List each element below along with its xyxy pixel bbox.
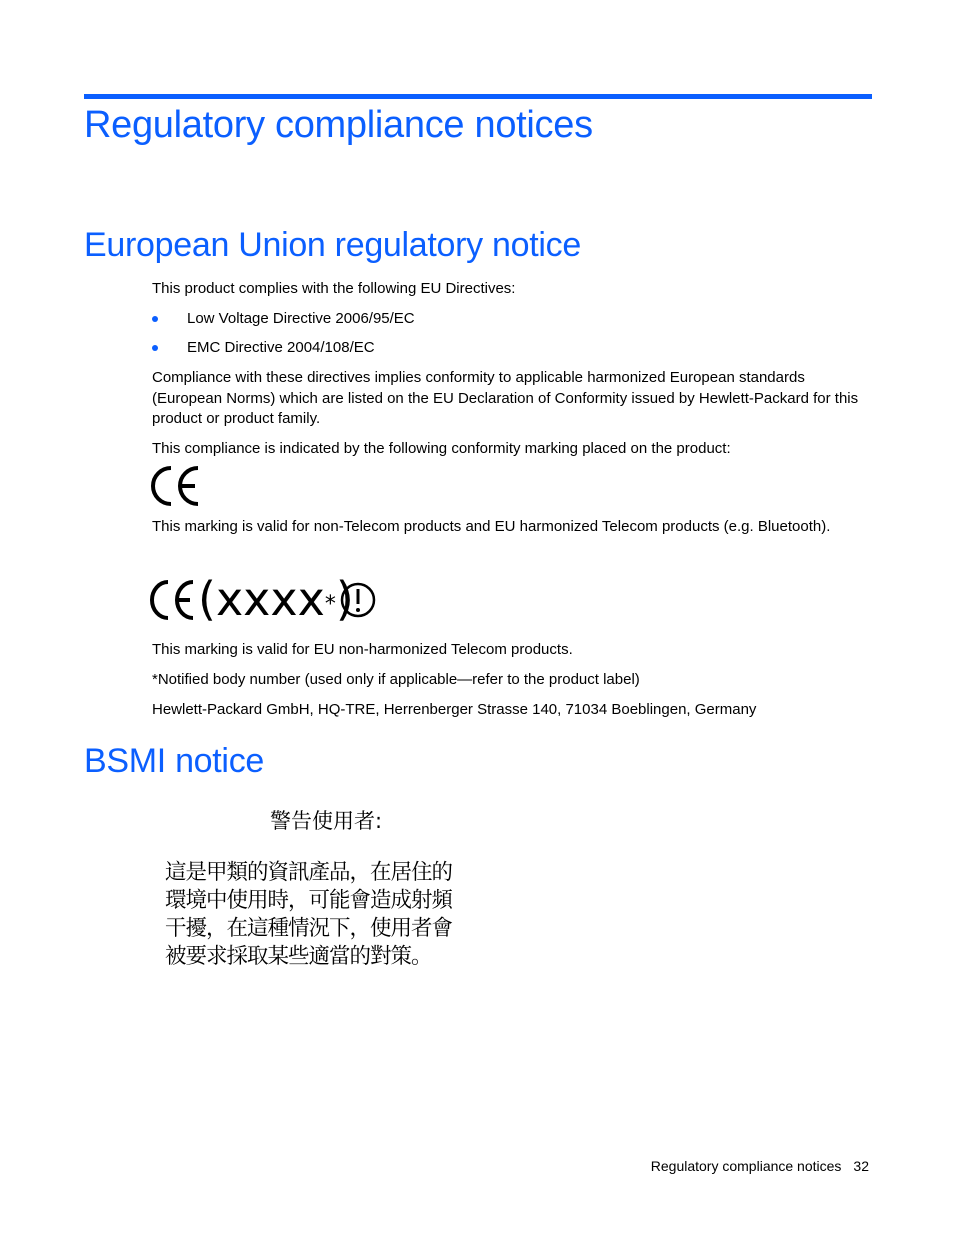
bsmi-notice-image [152,795,490,975]
bsmi-notice-line: 環境中使用時，可能會造成射頻 [165,888,453,913]
asterisk: * [324,592,336,617]
alert-class2-icon [340,582,376,618]
ce-notified-body-mark [198,571,354,633]
eu-section-heading: European Union regulatory notice [84,226,581,264]
notified-body-number: xxxx [215,572,325,626]
page-title: Regulatory compliance notices [84,104,593,146]
directive-label: Low Voltage Directive 2006/95/EC [187,310,415,327]
ce-xxxx-valid-text: This marking is valid for EU non-harmonized Telecom products. [152,641,573,658]
notified-body-note: *Notified body number (used only if applicable—refer to the product label) [152,671,640,688]
eu-intro-text: This product complies with the following EU Directives: [152,280,516,297]
bsmi-notice-line: 被要求採取某些適當的對策。 [165,944,432,969]
bullet-icon [152,345,158,351]
bsmi-notice-heading: 警告使用者: [270,809,383,833]
manufacturer-address: Hewlett-Packard GmbH, HQ-TRE, Herrenberger Strasse 140, 71034 Boeblingen, Germany [152,701,757,718]
bsmi-section-heading: BSMI notice [84,742,264,780]
ce-mark-icon [150,580,198,620]
bullet-icon [152,316,158,322]
page-footer [651,1158,869,1174]
header-rule [84,94,872,99]
bsmi-notice-line: 這是甲類的資訊產品，在居住的 [165,860,453,885]
close-paren: ) [335,572,354,626]
ce-mark-valid-text: This marking is valid for non-Telecom products and EU harmonized Telecom products (e.g. Bluetooth). [152,518,831,535]
ce-mark-icon [150,465,204,509]
directive-label: EMC Directive 2004/108/EC [187,339,375,356]
marking-intro-text: This compliance is indicated by the following conformity marking placed on the product: [152,440,731,457]
conformity-paragraph: Compliance with these directives implies conformity to applicable harmonized European standards (European Norms) which are listed on the EU Declaration of Conformity issued by Hewlett-Packard for this product or product family. [152,369,859,427]
page-number: 32 [853,1158,869,1174]
open-paren: ( [198,572,216,626]
footer-section-name: Regulatory compliance notices [650,1158,842,1174]
bsmi-notice-line: 干擾，在這種情況下，使用者會 [165,916,453,941]
